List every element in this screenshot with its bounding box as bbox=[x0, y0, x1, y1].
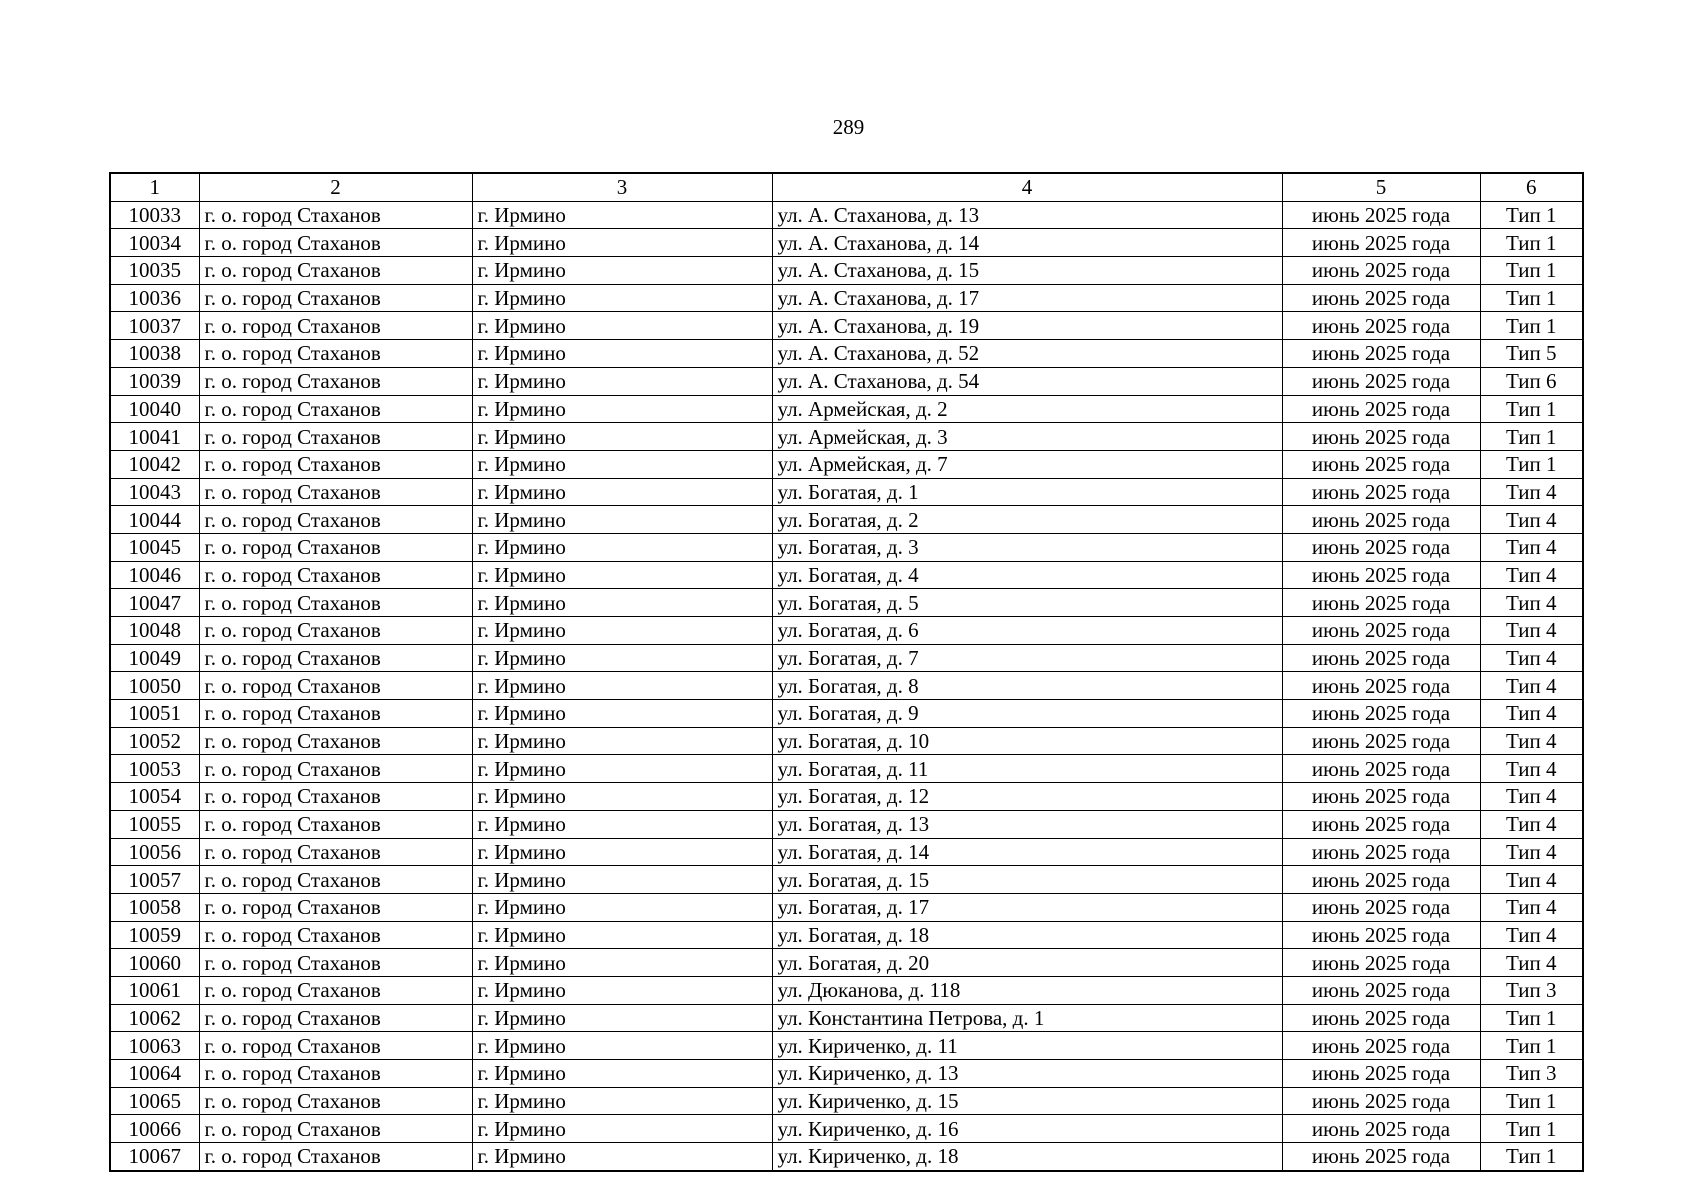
column-header-2: 2 bbox=[199, 173, 472, 201]
cell-record-number: 10062 bbox=[110, 1004, 199, 1032]
cell-address: ул. Богатая, д. 4 bbox=[772, 561, 1282, 589]
cell-period: июнь 2025 года bbox=[1282, 866, 1480, 894]
cell-address: ул. А. Стаханова, д. 14 bbox=[772, 229, 1282, 257]
cell-settlement: г. Ирмино bbox=[472, 755, 772, 783]
cell-settlement: г. Ирмино bbox=[472, 921, 772, 949]
table-row bbox=[110, 229, 1583, 257]
table-row bbox=[110, 478, 1583, 506]
cell-record-number: 10033 bbox=[110, 201, 199, 229]
cell-municipal-okrug: г. о. город Стаханов bbox=[199, 783, 472, 811]
cell-municipal-okrug: г. о. город Стаханов bbox=[199, 201, 472, 229]
cell-period: июнь 2025 года bbox=[1282, 589, 1480, 617]
cell-period: июнь 2025 года bbox=[1282, 257, 1480, 285]
header-row bbox=[110, 173, 1583, 201]
cell-period: июнь 2025 года bbox=[1282, 644, 1480, 672]
cell-type: Тип 1 bbox=[1480, 229, 1583, 257]
table-row bbox=[110, 838, 1583, 866]
table-row bbox=[110, 893, 1583, 921]
table-row bbox=[110, 976, 1583, 1004]
table-row bbox=[110, 810, 1583, 838]
cell-address: ул. Богатая, д. 5 bbox=[772, 589, 1282, 617]
cell-address: ул. Константина Петрова, д. 1 bbox=[772, 1004, 1282, 1032]
cell-period: июнь 2025 года bbox=[1282, 893, 1480, 921]
cell-period: июнь 2025 года bbox=[1282, 340, 1480, 368]
cell-record-number: 10056 bbox=[110, 838, 199, 866]
cell-municipal-okrug: г. о. город Стаханов bbox=[199, 644, 472, 672]
cell-address: ул. А. Стаханова, д. 19 bbox=[772, 312, 1282, 340]
cell-record-number: 10037 bbox=[110, 312, 199, 340]
cell-municipal-okrug: г. о. город Стаханов bbox=[199, 533, 472, 561]
cell-period: июнь 2025 года bbox=[1282, 727, 1480, 755]
cell-period: июнь 2025 года bbox=[1282, 617, 1480, 645]
cell-record-number: 10042 bbox=[110, 450, 199, 478]
cell-type: Тип 1 bbox=[1480, 1032, 1583, 1060]
cell-address: ул. Богатая, д. 8 bbox=[772, 672, 1282, 700]
cell-municipal-okrug: г. о. город Стаханов bbox=[199, 561, 472, 589]
table-row bbox=[110, 1032, 1583, 1060]
cell-address: ул. Богатая, д. 10 bbox=[772, 727, 1282, 755]
cell-address: ул. Кириченко, д. 13 bbox=[772, 1060, 1282, 1088]
cell-record-number: 10052 bbox=[110, 727, 199, 755]
table-row bbox=[110, 533, 1583, 561]
table-row bbox=[110, 561, 1583, 589]
cell-municipal-okrug: г. о. город Стаханов bbox=[199, 838, 472, 866]
column-header-6: 6 bbox=[1480, 173, 1583, 201]
cell-type: Тип 4 bbox=[1480, 672, 1583, 700]
cell-address: ул. Богатая, д. 7 bbox=[772, 644, 1282, 672]
cell-type: Тип 4 bbox=[1480, 644, 1583, 672]
cell-settlement: г. Ирмино bbox=[472, 478, 772, 506]
cell-period: июнь 2025 года bbox=[1282, 783, 1480, 811]
cell-address: ул. А. Стаханова, д. 13 bbox=[772, 201, 1282, 229]
cell-type: Тип 4 bbox=[1480, 700, 1583, 728]
cell-type: Тип 4 bbox=[1480, 561, 1583, 589]
cell-type: Тип 4 bbox=[1480, 755, 1583, 783]
cell-municipal-okrug: г. о. город Стаханов bbox=[199, 450, 472, 478]
cell-record-number: 10040 bbox=[110, 395, 199, 423]
cell-address: ул. Кириченко, д. 11 bbox=[772, 1032, 1282, 1060]
cell-municipal-okrug: г. о. город Стаханов bbox=[199, 866, 472, 894]
cell-settlement: г. Ирмино bbox=[472, 201, 772, 229]
table-row bbox=[110, 395, 1583, 423]
cell-type: Тип 4 bbox=[1480, 617, 1583, 645]
cell-address: ул. А. Стаханова, д. 17 bbox=[772, 284, 1282, 312]
cell-address: ул. Богатая, д. 1 bbox=[772, 478, 1282, 506]
cell-municipal-okrug: г. о. город Стаханов bbox=[199, 893, 472, 921]
table-row bbox=[110, 700, 1583, 728]
cell-settlement: г. Ирмино bbox=[472, 312, 772, 340]
cell-record-number: 10065 bbox=[110, 1087, 199, 1115]
cell-period: июнь 2025 года bbox=[1282, 312, 1480, 340]
cell-settlement: г. Ирмино bbox=[472, 1032, 772, 1060]
cell-settlement: г. Ирмино bbox=[472, 589, 772, 617]
cell-record-number: 10041 bbox=[110, 423, 199, 451]
cell-type: Тип 3 bbox=[1480, 1060, 1583, 1088]
cell-municipal-okrug: г. о. город Стаханов bbox=[199, 478, 472, 506]
cell-type: Тип 1 bbox=[1480, 450, 1583, 478]
cell-period: июнь 2025 года bbox=[1282, 284, 1480, 312]
table-row bbox=[110, 921, 1583, 949]
cell-type: Тип 1 bbox=[1480, 201, 1583, 229]
cell-type: Тип 1 bbox=[1480, 423, 1583, 451]
cell-type: Тип 5 bbox=[1480, 340, 1583, 368]
table-row bbox=[110, 589, 1583, 617]
cell-settlement: г. Ирмино bbox=[472, 727, 772, 755]
table-row bbox=[110, 783, 1583, 811]
table-row bbox=[110, 755, 1583, 783]
cell-record-number: 10064 bbox=[110, 1060, 199, 1088]
cell-municipal-okrug: г. о. город Стаханов bbox=[199, 257, 472, 285]
cell-record-number: 10046 bbox=[110, 561, 199, 589]
cell-period: июнь 2025 года bbox=[1282, 229, 1480, 257]
cell-settlement: г. Ирмино bbox=[472, 395, 772, 423]
cell-period: июнь 2025 года bbox=[1282, 976, 1480, 1004]
cell-period: июнь 2025 года bbox=[1282, 506, 1480, 534]
cell-type: Тип 4 bbox=[1480, 921, 1583, 949]
cell-address: ул. А. Стаханова, д. 52 bbox=[772, 340, 1282, 368]
cell-record-number: 10060 bbox=[110, 949, 199, 977]
cell-address: ул. Богатая, д. 6 bbox=[772, 617, 1282, 645]
cell-type: Тип 6 bbox=[1480, 367, 1583, 395]
cell-settlement: г. Ирмино bbox=[472, 1087, 772, 1115]
cell-type: Тип 4 bbox=[1480, 810, 1583, 838]
cell-record-number: 10049 bbox=[110, 644, 199, 672]
cell-municipal-okrug: г. о. город Стаханов bbox=[199, 423, 472, 451]
table-row bbox=[110, 340, 1583, 368]
cell-type: Тип 4 bbox=[1480, 783, 1583, 811]
cell-settlement: г. Ирмино bbox=[472, 838, 772, 866]
cell-type: Тип 3 bbox=[1480, 976, 1583, 1004]
cell-settlement: г. Ирмино bbox=[472, 450, 772, 478]
cell-type: Тип 4 bbox=[1480, 478, 1583, 506]
cell-address: ул. А. Стаханова, д. 54 bbox=[772, 367, 1282, 395]
table-row bbox=[110, 1060, 1583, 1088]
cell-type: Тип 4 bbox=[1480, 838, 1583, 866]
table-row bbox=[110, 727, 1583, 755]
cell-period: июнь 2025 года bbox=[1282, 450, 1480, 478]
cell-municipal-okrug: г. о. город Стаханов bbox=[199, 1060, 472, 1088]
cell-address: ул. Богатая, д. 18 bbox=[772, 921, 1282, 949]
column-header-5: 5 bbox=[1282, 173, 1480, 201]
cell-municipal-okrug: г. о. город Стаханов bbox=[199, 810, 472, 838]
cell-municipal-okrug: г. о. город Стаханов bbox=[199, 395, 472, 423]
cell-settlement: г. Ирмино bbox=[472, 949, 772, 977]
cell-municipal-okrug: г. о. город Стаханов bbox=[199, 589, 472, 617]
cell-address: ул. Дюканова, д. 118 bbox=[772, 976, 1282, 1004]
cell-period: июнь 2025 года bbox=[1282, 838, 1480, 866]
cell-address: ул. Армейская, д. 2 bbox=[772, 395, 1282, 423]
cell-record-number: 10048 bbox=[110, 617, 199, 645]
cell-period: июнь 2025 года bbox=[1282, 423, 1480, 451]
cell-address: ул. Армейская, д. 3 bbox=[772, 423, 1282, 451]
cell-municipal-okrug: г. о. город Стаханов bbox=[199, 921, 472, 949]
cell-type: Тип 1 bbox=[1480, 1143, 1583, 1171]
table-row bbox=[110, 1004, 1583, 1032]
cell-municipal-okrug: г. о. город Стаханов bbox=[199, 1143, 472, 1171]
cell-settlement: г. Ирмино bbox=[472, 976, 772, 1004]
cell-type: Тип 4 bbox=[1480, 893, 1583, 921]
cell-period: июнь 2025 года bbox=[1282, 1032, 1480, 1060]
cell-settlement: г. Ирмино bbox=[472, 423, 772, 451]
cell-type: Тип 4 bbox=[1480, 506, 1583, 534]
cell-settlement: г. Ирмино bbox=[472, 1143, 772, 1171]
cell-settlement: г. Ирмино bbox=[472, 533, 772, 561]
cell-settlement: г. Ирмино bbox=[472, 506, 772, 534]
cell-record-number: 10047 bbox=[110, 589, 199, 617]
cell-type: Тип 4 bbox=[1480, 727, 1583, 755]
cell-settlement: г. Ирмино bbox=[472, 1004, 772, 1032]
cell-address: ул. Богатая, д. 9 bbox=[772, 700, 1282, 728]
cell-municipal-okrug: г. о. город Стаханов bbox=[199, 284, 472, 312]
cell-settlement: г. Ирмино bbox=[472, 367, 772, 395]
column-header-3: 3 bbox=[472, 173, 772, 201]
cell-period: июнь 2025 года bbox=[1282, 533, 1480, 561]
cell-address: ул. А. Стаханова, д. 15 bbox=[772, 257, 1282, 285]
cell-type: Тип 4 bbox=[1480, 866, 1583, 894]
cell-settlement: г. Ирмино bbox=[472, 893, 772, 921]
cell-municipal-okrug: г. о. город Стаханов bbox=[199, 1087, 472, 1115]
cell-period: июнь 2025 года bbox=[1282, 1115, 1480, 1143]
cell-type: Тип 1 bbox=[1480, 1004, 1583, 1032]
table-row bbox=[110, 672, 1583, 700]
cell-type: Тип 1 bbox=[1480, 312, 1583, 340]
cell-record-number: 10038 bbox=[110, 340, 199, 368]
cell-municipal-okrug: г. о. город Стаханов bbox=[199, 1032, 472, 1060]
cell-period: июнь 2025 года bbox=[1282, 1004, 1480, 1032]
cell-settlement: г. Ирмино bbox=[472, 866, 772, 894]
cell-record-number: 10043 bbox=[110, 478, 199, 506]
cell-address: ул. Кириченко, д. 18 bbox=[772, 1143, 1282, 1171]
cell-type: Тип 4 bbox=[1480, 589, 1583, 617]
table-header bbox=[110, 173, 1583, 201]
cell-period: июнь 2025 года bbox=[1282, 1087, 1480, 1115]
cell-address: ул. Богатая, д. 15 bbox=[772, 866, 1282, 894]
cell-record-number: 10063 bbox=[110, 1032, 199, 1060]
registry-table bbox=[109, 172, 1584, 1172]
cell-settlement: г. Ирмино bbox=[472, 229, 772, 257]
cell-record-number: 10059 bbox=[110, 921, 199, 949]
cell-settlement: г. Ирмино bbox=[472, 257, 772, 285]
table-row bbox=[110, 257, 1583, 285]
cell-period: июнь 2025 года bbox=[1282, 1143, 1480, 1171]
page-number: 289 bbox=[832, 115, 865, 139]
cell-record-number: 10039 bbox=[110, 367, 199, 395]
column-header-1: 1 bbox=[110, 173, 199, 201]
cell-municipal-okrug: г. о. город Стаханов bbox=[199, 1004, 472, 1032]
cell-address: ул. Богатая, д. 3 bbox=[772, 533, 1282, 561]
cell-settlement: г. Ирмино bbox=[472, 561, 772, 589]
cell-period: июнь 2025 года bbox=[1282, 1060, 1480, 1088]
cell-period: июнь 2025 года bbox=[1282, 367, 1480, 395]
cell-type: Тип 1 bbox=[1480, 1087, 1583, 1115]
cell-address: ул. Кириченко, д. 16 bbox=[772, 1115, 1282, 1143]
cell-settlement: г. Ирмино bbox=[472, 1115, 772, 1143]
cell-address: ул. Богатая, д. 2 bbox=[772, 506, 1282, 534]
cell-municipal-okrug: г. о. город Стаханов bbox=[199, 340, 472, 368]
cell-address: ул. Кириченко, д. 15 bbox=[772, 1087, 1282, 1115]
cell-address: ул. Богатая, д. 12 bbox=[772, 783, 1282, 811]
table-row bbox=[110, 450, 1583, 478]
table-row bbox=[110, 1087, 1583, 1115]
table-row bbox=[110, 949, 1583, 977]
cell-record-number: 10050 bbox=[110, 672, 199, 700]
cell-address: ул. Богатая, д. 20 bbox=[772, 949, 1282, 977]
cell-type: Тип 4 bbox=[1480, 533, 1583, 561]
table-row bbox=[110, 367, 1583, 395]
cell-type: Тип 1 bbox=[1480, 284, 1583, 312]
cell-period: июнь 2025 года bbox=[1282, 755, 1480, 783]
cell-record-number: 10055 bbox=[110, 810, 199, 838]
cell-record-number: 10061 bbox=[110, 976, 199, 1004]
cell-municipal-okrug: г. о. город Стаханов bbox=[199, 312, 472, 340]
cell-municipal-okrug: г. о. город Стаханов bbox=[199, 617, 472, 645]
cell-type: Тип 1 bbox=[1480, 1115, 1583, 1143]
cell-settlement: г. Ирмино bbox=[472, 810, 772, 838]
cell-address: ул. Богатая, д. 14 bbox=[772, 838, 1282, 866]
table-row bbox=[110, 284, 1583, 312]
cell-address: ул. Богатая, д. 17 bbox=[772, 893, 1282, 921]
cell-type: Тип 1 bbox=[1480, 395, 1583, 423]
cell-record-number: 10053 bbox=[110, 755, 199, 783]
cell-record-number: 10051 bbox=[110, 700, 199, 728]
cell-settlement: г. Ирмино bbox=[472, 340, 772, 368]
cell-settlement: г. Ирмино bbox=[472, 644, 772, 672]
table-row bbox=[110, 506, 1583, 534]
cell-record-number: 10044 bbox=[110, 506, 199, 534]
table-row bbox=[110, 644, 1583, 672]
cell-record-number: 10035 bbox=[110, 257, 199, 285]
cell-municipal-okrug: г. о. город Стаханов bbox=[199, 727, 472, 755]
cell-period: июнь 2025 года bbox=[1282, 201, 1480, 229]
cell-settlement: г. Ирмино bbox=[472, 617, 772, 645]
table-row bbox=[110, 201, 1583, 229]
table-row bbox=[110, 423, 1583, 451]
cell-record-number: 10034 bbox=[110, 229, 199, 257]
cell-settlement: г. Ирмино bbox=[472, 1060, 772, 1088]
cell-municipal-okrug: г. о. город Стаханов bbox=[199, 367, 472, 395]
cell-type: Тип 4 bbox=[1480, 949, 1583, 977]
cell-record-number: 10045 bbox=[110, 533, 199, 561]
cell-settlement: г. Ирмино bbox=[472, 783, 772, 811]
table-body bbox=[110, 201, 1583, 1171]
cell-period: июнь 2025 года bbox=[1282, 672, 1480, 700]
cell-record-number: 10036 bbox=[110, 284, 199, 312]
table-row bbox=[110, 312, 1583, 340]
cell-period: июнь 2025 года bbox=[1282, 921, 1480, 949]
cell-record-number: 10066 bbox=[110, 1115, 199, 1143]
cell-period: июнь 2025 года bbox=[1282, 478, 1480, 506]
cell-municipal-okrug: г. о. город Стаханов bbox=[199, 672, 472, 700]
cell-municipal-okrug: г. о. город Стаханов bbox=[199, 755, 472, 783]
table-row bbox=[110, 617, 1583, 645]
table-row bbox=[110, 1115, 1583, 1143]
cell-municipal-okrug: г. о. город Стаханов bbox=[199, 1115, 472, 1143]
cell-address: ул. Армейская, д. 7 bbox=[772, 450, 1282, 478]
cell-period: июнь 2025 года bbox=[1282, 561, 1480, 589]
cell-municipal-okrug: г. о. город Стаханов bbox=[199, 976, 472, 1004]
cell-record-number: 10067 bbox=[110, 1143, 199, 1171]
cell-period: июнь 2025 года bbox=[1282, 949, 1480, 977]
table-row bbox=[110, 1143, 1583, 1171]
cell-period: июнь 2025 года bbox=[1282, 810, 1480, 838]
cell-settlement: г. Ирмино bbox=[472, 672, 772, 700]
cell-address: ул. Богатая, д. 11 bbox=[772, 755, 1282, 783]
cell-record-number: 10058 bbox=[110, 893, 199, 921]
cell-municipal-okrug: г. о. город Стаханов bbox=[199, 229, 472, 257]
cell-municipal-okrug: г. о. город Стаханов bbox=[199, 506, 472, 534]
cell-record-number: 10054 bbox=[110, 783, 199, 811]
table-row bbox=[110, 866, 1583, 894]
column-header-4: 4 bbox=[772, 173, 1282, 201]
cell-municipal-okrug: г. о. город Стаханов bbox=[199, 700, 472, 728]
cell-period: июнь 2025 года bbox=[1282, 700, 1480, 728]
cell-type: Тип 1 bbox=[1480, 257, 1583, 285]
cell-settlement: г. Ирмино bbox=[472, 700, 772, 728]
cell-period: июнь 2025 года bbox=[1282, 395, 1480, 423]
cell-settlement: г. Ирмино bbox=[472, 284, 772, 312]
cell-record-number: 10057 bbox=[110, 866, 199, 894]
cell-address: ул. Богатая, д. 13 bbox=[772, 810, 1282, 838]
cell-municipal-okrug: г. о. город Стаханов bbox=[199, 949, 472, 977]
